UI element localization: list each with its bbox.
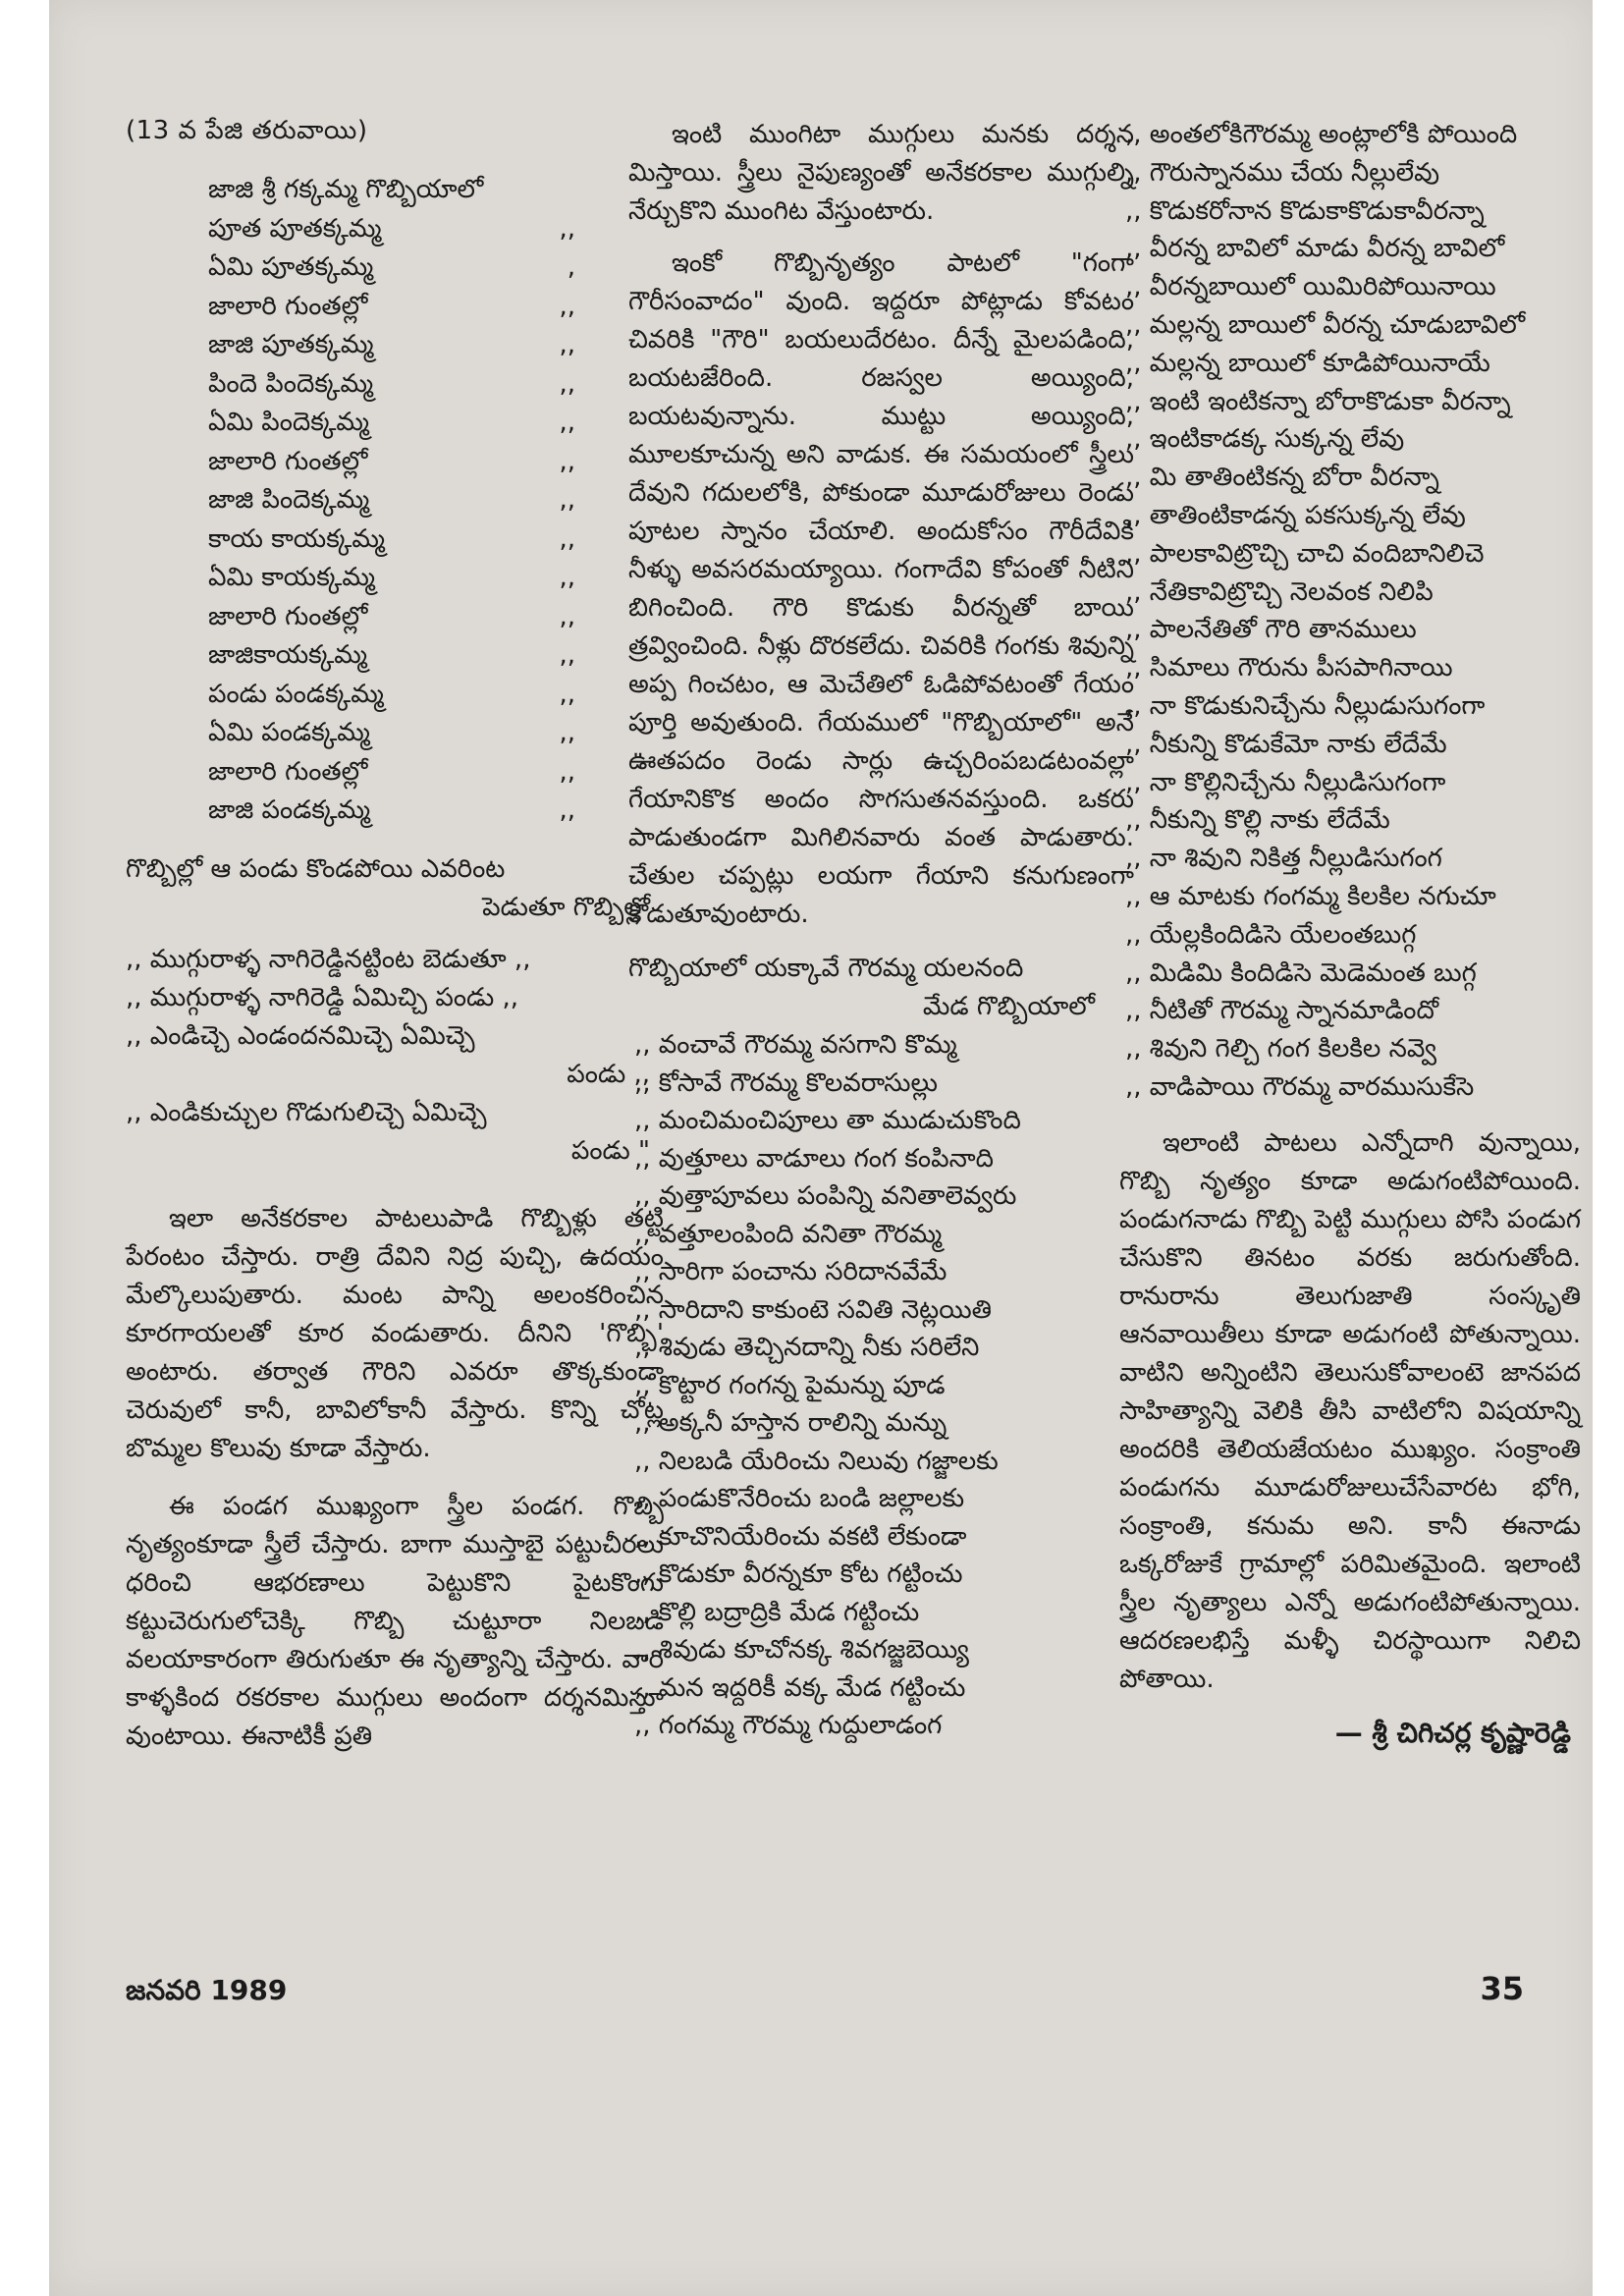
song-line-text: ,, మంచిమంచిపూలు తా ముడుచుకొంది [634,1106,1021,1135]
song-line-text: ,, ఆ మాటకు గంగమ్మ కిలకిల నగుచూ [1125,881,1496,911]
verse-line: మేడ గొబ్బియాలో [922,992,1095,1021]
song-line-text: ,, వుత్తాపూవలు పంపిన్ని వనితాలెవ్వరు [634,1181,1017,1211]
song-line [126,676,664,715]
song-line-text: ,, మల్లన్న బాయిలో వీరన్న చూడుబావిలో [1125,309,1526,340]
song-line-text: ,, నీటితో గౌరమ్మ స్నానమాడిందో [1125,996,1439,1026]
song-line [1119,574,1581,612]
song-line-text: ,, ఇంటికాడక్క సుక్కన్న లేవు [1125,424,1405,455]
song-line-text: ,, నా కొడుకునిచ్చేను నీల్లుడుసుగంగా [1125,690,1486,721]
song-line-text: జాజి పూతక్కమ్మ [208,330,374,359]
verse-line: గొబ్బిల్లో ఆ పండు కొండపోయి ఎవరింట [126,853,506,884]
song-line-text: ,, పండుకొనేరించు బండి జల్లాలకు [634,1484,965,1513]
song-line [1119,764,1581,802]
song-line-text: ఏమి పండక్కమ్మ [208,718,370,747]
song-line [628,1102,1134,1140]
song-line [126,210,664,249]
verse-line: పండు " [570,1135,650,1166]
song-line-text: జాజికాయక్కమ్మ [208,640,367,670]
song-line [628,1329,1134,1367]
song-line-text: ,, నా కొల్లినిచ్చేను నీల్లుడిసుగంగా [1125,767,1446,797]
article-paragraph: ఇంకో గొబ్బినృత్యం పాటలో "గంగా గౌరీసంవాదం" వుంది. ఇద్దరూ పోట్లాడు కోవటం చివరికి "గౌరి" బయలుదేరటం. దీన్నే మైలపడింది, బయటజేరింది. రజస్వల అయ్యింది, బయటవున్నాను. ముట్టు అయ్యింది, మూలకూచున్న అని వాడుక. ఈ సమయంలో స్త్రీలు దేవుని గదులలోకి, పోకుండా మూడురోజులు రెండు పూటల స్నానం చేయాలి. అందుకోసం గౌరీదేవికి నీళ్ళు అవసరమయ్యాయి. గంగాదేవి కోపంతో నీటిని బిగించింది. గౌరి కొడుకు వీరన్నతో బాయి త్రవ్వించింది. నీళ్లు దొరకలేదు. చివరికి గంగకు శివున్ని అప్ప గించటం, ఆ మెచేతిలో ఓడిపోవటంతో గేయం పూర్తి అవుతుంది. గేయములో "గొబ్బియాలో" అనే ఊతపదం రెండు సార్లు ఉచ్చరింపబడటంవల్లా గేయానికొక అందం సొగసుతనవస్తుంది. ఒకరు పాడుతుండగా మిగిలినవారు వంత పాడుతారు. చేతుల చప్పట్లు లయగా గేయాని కనుగుణంగా కొడుతూవుంటారు. [628,248,1134,929]
verse-line: పండు ,, [567,1059,650,1089]
song-line-text: ,, కొడుకరోనాన కొడుకాకొడుకావీరన్నా [1125,195,1485,226]
song-line-text: ,, మి తాతింటికన్న బోరా వీరన్నా [1125,463,1439,493]
song-line-text: ,, శివుడు కూచోనక్క శివగజ్జబెయ్యి [634,1635,969,1665]
song-line [1119,1068,1581,1107]
song-line [1119,649,1581,687]
song-line [1119,306,1581,345]
song-line [1119,345,1581,383]
song-line [628,1669,1134,1708]
song-line [126,559,664,598]
verse-line: గొబ్బియాలో యక్కావే గౌరమ్మ యలనంది [628,954,1024,983]
song-line [628,1518,1134,1557]
author-byline: — శ్రీ చిగిచర్ల కృష్ణారెడ్డి [1334,1716,1571,1749]
song-verse-list [126,171,664,831]
song-line [126,598,664,637]
song-line-text: జాలారి గుంతల్లో [208,291,368,321]
song-line [628,1253,1134,1291]
song-line [628,1707,1134,1745]
song-line [126,171,664,210]
song-line [1119,916,1581,955]
song-line [1119,840,1581,878]
repeat-mark: ,, [559,368,575,399]
magazine-page [49,0,1593,2296]
song-line [628,1594,1134,1632]
song-line-text: ,, మల్లన్న బాయిలో కూడిపోయినాయే [1125,348,1490,378]
song-line-text: ,, కోసావే గౌరమ్మ కొలవరాసుల్లు [634,1067,938,1098]
repeat-mark: ,, [559,330,575,359]
song-line-text: జాజి పిందెక్కమ్మ [208,485,370,515]
song-line-text: ,, పాలకావిట్రొచ్చి చాచి వందిబానిలిచె [1125,538,1485,569]
repeat-mark: , [567,252,575,282]
repeat-mark: ,, [559,563,575,592]
article-paragraph: ఈ పండగ ముఖ్యంగా స్త్రీల పండగ. గొబ్బి నృత్యంకూడా స్త్రీలే చేస్తారు. బాగా ముస్తాబై పట్టుచీరలు ధరించి ఆభరణాలు పెట్టుకొని పైటకొంగు కట్టుచెరుగులోచెక్కి గొబ్బి చుట్టూరా నిలబడి వలయాకారంగా తిరుగుతూ ఈ నృత్యాన్ని చేస్తారు. వారి కాళ్ళకింద రకరకాల ముగ్గులు అందంగా దర్శనమిస్తూ వుంటాయి. ఈనాటికీ ప్రతి [126,1491,664,1751]
song-line-text: ,, మన ఇద్దరికీ వక్క మేడ గట్టించు [634,1672,966,1703]
column-right [1119,116,1581,1756]
song-line [1119,611,1581,649]
song-line-text: ,, కూచొనియేరించు వకటి లేకుండా [634,1521,967,1552]
song-line-text: ,, వంచావే గౌరమ్మ వసగాని కొమ్మ [634,1030,957,1060]
song-line-text: ,, కొడుకూ వీరన్నకూ కోట గట్టించు [634,1559,963,1589]
song-line-text: పండు పండక్కమ్మ [208,679,384,709]
song-line [126,792,664,831]
song-line [126,404,664,443]
song-line-text: జాలారి గుంతల్లో [208,601,368,631]
song-line [1119,992,1581,1030]
article-paragraph: ఇలా అనేకరకాల పాటలుపాడి గొబ్బిళ్లు తట్టి పేరంటం చేస్తారు. రాత్రి దేవిని నిద్ర పుచ్చి, ఉదయం మేల్కొలుపుతారు. మంట పాన్ని అలంకరించిన కూరగాయలతో కూర వండుతారు. దీనిని 'గొబ్బి' అంటారు. తర్వాత గౌరిని ఎవరూ తొక్కకుండా చెరువులో కానీ, బావిలోకానీ వేస్తారు. కొన్ని చోట్ల బొమ్మల కొలువు కూడా వేస్తారు. [126,1203,664,1463]
song-line [1119,535,1581,574]
song-line-text: ,, వాడిపాయి గౌరమ్మ వారముసుకేసె [1125,1071,1475,1102]
page-number: 35 [1480,1970,1524,2007]
song-line-text: ,, శివుడు తెచ్చినదాన్ని నీకు సరిలేని [634,1333,980,1362]
repeat-mark: ,, [559,291,575,321]
song-line [1119,383,1581,421]
repeat-mark: ,, [559,523,575,554]
song-line [1119,955,1581,993]
column-middle [628,116,1134,1745]
song-line-text: ,, నా శివుని నికిత్త నీల్లుడిసుగంగ [1125,844,1442,874]
song-line-text: ,, కొట్టార గంగన్న పైమన్ను పూడ [634,1370,946,1400]
repeat-mark: ,, [559,485,575,515]
song-line [1119,230,1581,268]
issue-date: జనవరి 1989 [126,1974,288,2006]
repeat-mark: ,, [559,640,575,670]
song-line-text: ఏమి కాయక్కమ్మ [208,563,375,592]
song-line-text: ,, గౌరుస్నానము చేయ నీల్లులేవు [1125,157,1440,188]
song-line [628,1556,1134,1594]
repeat-mark: ,, [559,213,575,244]
song-line-text: ,, నేతికావిట్రొచ్చి నెలవంక నిలిపి [1125,576,1434,607]
repeat-mark: ,, [559,408,575,437]
verse-line: ,, ఎండిచ్చె ఎండందనమిచ్చె ఏమిచ్చె [126,1020,475,1051]
song-line-text: ,, వుత్తూలు వాడూలు గంగ కంపినాది [634,1143,994,1174]
song-line [126,714,664,753]
song-line [628,1026,1134,1065]
song-verse-list [1119,116,1581,1107]
song-line [1119,801,1581,840]
song-line [1119,116,1581,154]
song-line [1119,268,1581,306]
song-line-text: ,, నీకున్ని కొల్లి నాకు లేదేమే [1125,805,1390,836]
article-paragraph: ఇలాంటి పాటలు ఎన్నోదాగి వున్నాయి, గొబ్బి నృత్యం కూడా అడుగంటిపోయింది. పండుగనాడు గొబ్బి పెట్టి ముగ్గులు పోసి పండుగ చేసుకొని తినటం వరకు జరుగుతోంది. రానురాను తెలుగుజాతి సంస్కృతి ఆనవాయితీలు కూడా అడుగంటి పోతున్నాయి. వాటిని అన్నింటిని తెలుసుకోవాలంటె జానపద సాహిత్యాన్ని వెలికి తీసి వాటిలోని విషయాన్ని అందరికి తెలియజేయటం ముఖ్యం. సంక్రాంతి పండుగను మూడురోజులుచేసేవారట భోగి, సంక్రాంతి, కనుమ అని. కానీ ఈనాడు ఒక్కరోజుకే గ్రామాల్లో పరిమితమైంది. ఇలాంటి స్త్రీల నృత్యాలు ఎన్నో అడుగంటిపోతున్నాయి. ఆదరణలభిస్తే మళ్ళీ చిరస్థాయిగా నిలిచి పోతాయి. [1119,1127,1581,1694]
song-line-text: ,, మిడిమి కిందిడిసె మెడెమంత బుగ్గ [1125,957,1477,988]
song-line-text: ఏమి పిందెక్కమ్మ [208,408,370,437]
song-line [126,481,664,520]
song-line-text: ,, ఇంటి ఇంటికన్నా బోరాకొడుకా వీరన్నా [1125,386,1511,416]
repeat-mark: ,, [559,679,575,709]
verse-block [126,941,664,1056]
song-line-text: ,, శివుని గెల్చి గంగ కిలకిల నవ్వె [1125,1034,1436,1065]
song-line-text: ,, అక్కనీ హస్తాన రాలిన్ని మన్ను [634,1408,947,1438]
song-line-text: ,, అంతలోకిగౌరమ్మ అంట్లాలోకి పోయింది [1125,120,1518,149]
song-line [1119,878,1581,916]
song-line-text: ,, కొల్లి బద్రాద్రికి మేడ గట్టించు [634,1597,920,1627]
article-paragraph: ఇంటి ముంగిటా ముగ్గులు మనకు దర్శన మిస్తాయి. స్త్రీలు నైపుణ్యంతో అనేకరకాల ముగ్గుల్ని నేర్చుకొని ముంగిట వేస్తుంటారు. [628,120,1134,226]
song-line-text: పిందె పిందెక్కమ్మ [208,368,374,399]
repeat-mark: ,, [559,795,575,825]
song-line [126,326,664,365]
song-line [628,1177,1134,1216]
song-line [1119,420,1581,459]
song-line-text: జాజి శ్రీ గక్కమ్మ గొబ్బియాలో [208,175,484,204]
song-line [628,1216,1134,1254]
repeat-mark: ,, [559,446,575,476]
song-line [1119,726,1581,764]
song-line-text: ,, సారిగా పంచాను సరిదానవేమే [634,1257,947,1286]
song-line-text: ,, సిమాలు గౌరును పీసపాగినాయి [1125,653,1453,683]
song-line [628,1367,1134,1405]
song-line [628,1065,1134,1103]
song-line [126,636,664,676]
song-line [1119,459,1581,497]
repeat-mark: ,, [559,756,575,787]
song-line-text: జాజి పండక్కమ్మ [208,795,371,825]
song-line-text: ,, వత్తూలంపింది వనితా గౌరమ్మ [634,1219,943,1249]
song-line [628,1291,1134,1330]
song-line-text: జాలారి గుంతల్లో [208,756,368,787]
song-line-text: ,, వీరన్న బావిలో మాడు వీరన్న బావిలో [1125,234,1505,264]
song-line-text: ,, వీరన్నబాయిలో యిమిరిపోయినాయి [1125,272,1496,302]
song-verse-list [628,1026,1134,1745]
song-line [628,1404,1134,1443]
repeat-mark: ,, [559,718,575,747]
song-line-text: ,, నీకున్ని కొడుకేమో నాకు లేదేమే [1125,729,1447,759]
verse-line: ,, ఎండికుచ్చుల గొడుగులిచ్చె ఏమిచ్చె [126,1097,487,1127]
song-line [126,753,664,793]
song-line-text: ,, నిలబడి యేరించు నిలువు గజ్జాలకు [634,1446,999,1476]
song-line [126,365,664,405]
song-line [628,1140,1134,1178]
song-line [126,443,664,482]
verse-line: ,, ముగ్గురాళ్ళ నాగిరెడ్డి ఏమిచ్చి పండు ,, [126,982,519,1012]
song-line-text: జాలారి గుంతల్లో [208,446,368,476]
song-line [628,1631,1134,1669]
song-line [1119,687,1581,726]
song-line [628,1480,1134,1518]
song-line [1119,1030,1581,1068]
song-line [1119,192,1581,231]
song-line-text: ,, యేల్లకిందిడిసె యేలంతబుగ్గ [1125,919,1417,950]
verse-line: ,, ముగ్గురాళ్ళ నాగిరెడ్డినట్టింట బెడుతూ ,, [126,944,531,974]
song-line [126,520,664,560]
continuation-header: (13 వ పేజి తరువాయి) [126,116,368,145]
song-line [1119,154,1581,192]
song-line-text: ,, సారిదాని కాకుంటె సవితి నెట్లయితి [634,1294,993,1325]
column-left [126,116,664,1768]
song-line [1119,497,1581,535]
song-line-text: ,, గంగమ్మ గౌరమ్మ గుద్దులాడంగ [634,1711,943,1740]
song-line-text: కాయ కాయక్కమ్మ [208,523,385,554]
repeat-mark: ,, [559,601,575,631]
song-line-text: ఏమి పూతక్కమ్మ [208,252,374,282]
song-line [126,248,664,288]
song-line-text: ,, తాతింటికాడన్న పకసుక్కన్న లేవు [1125,500,1466,530]
song-line-text: పూత పూతక్కమ్మ [208,213,382,244]
song-line [628,1443,1134,1481]
song-line-text: ,, పాలనేతితో గౌరి తానములు [1125,615,1417,645]
song-line [126,288,664,327]
verse-line: పెడుతూ గొబ్బిల్లో [482,892,650,922]
